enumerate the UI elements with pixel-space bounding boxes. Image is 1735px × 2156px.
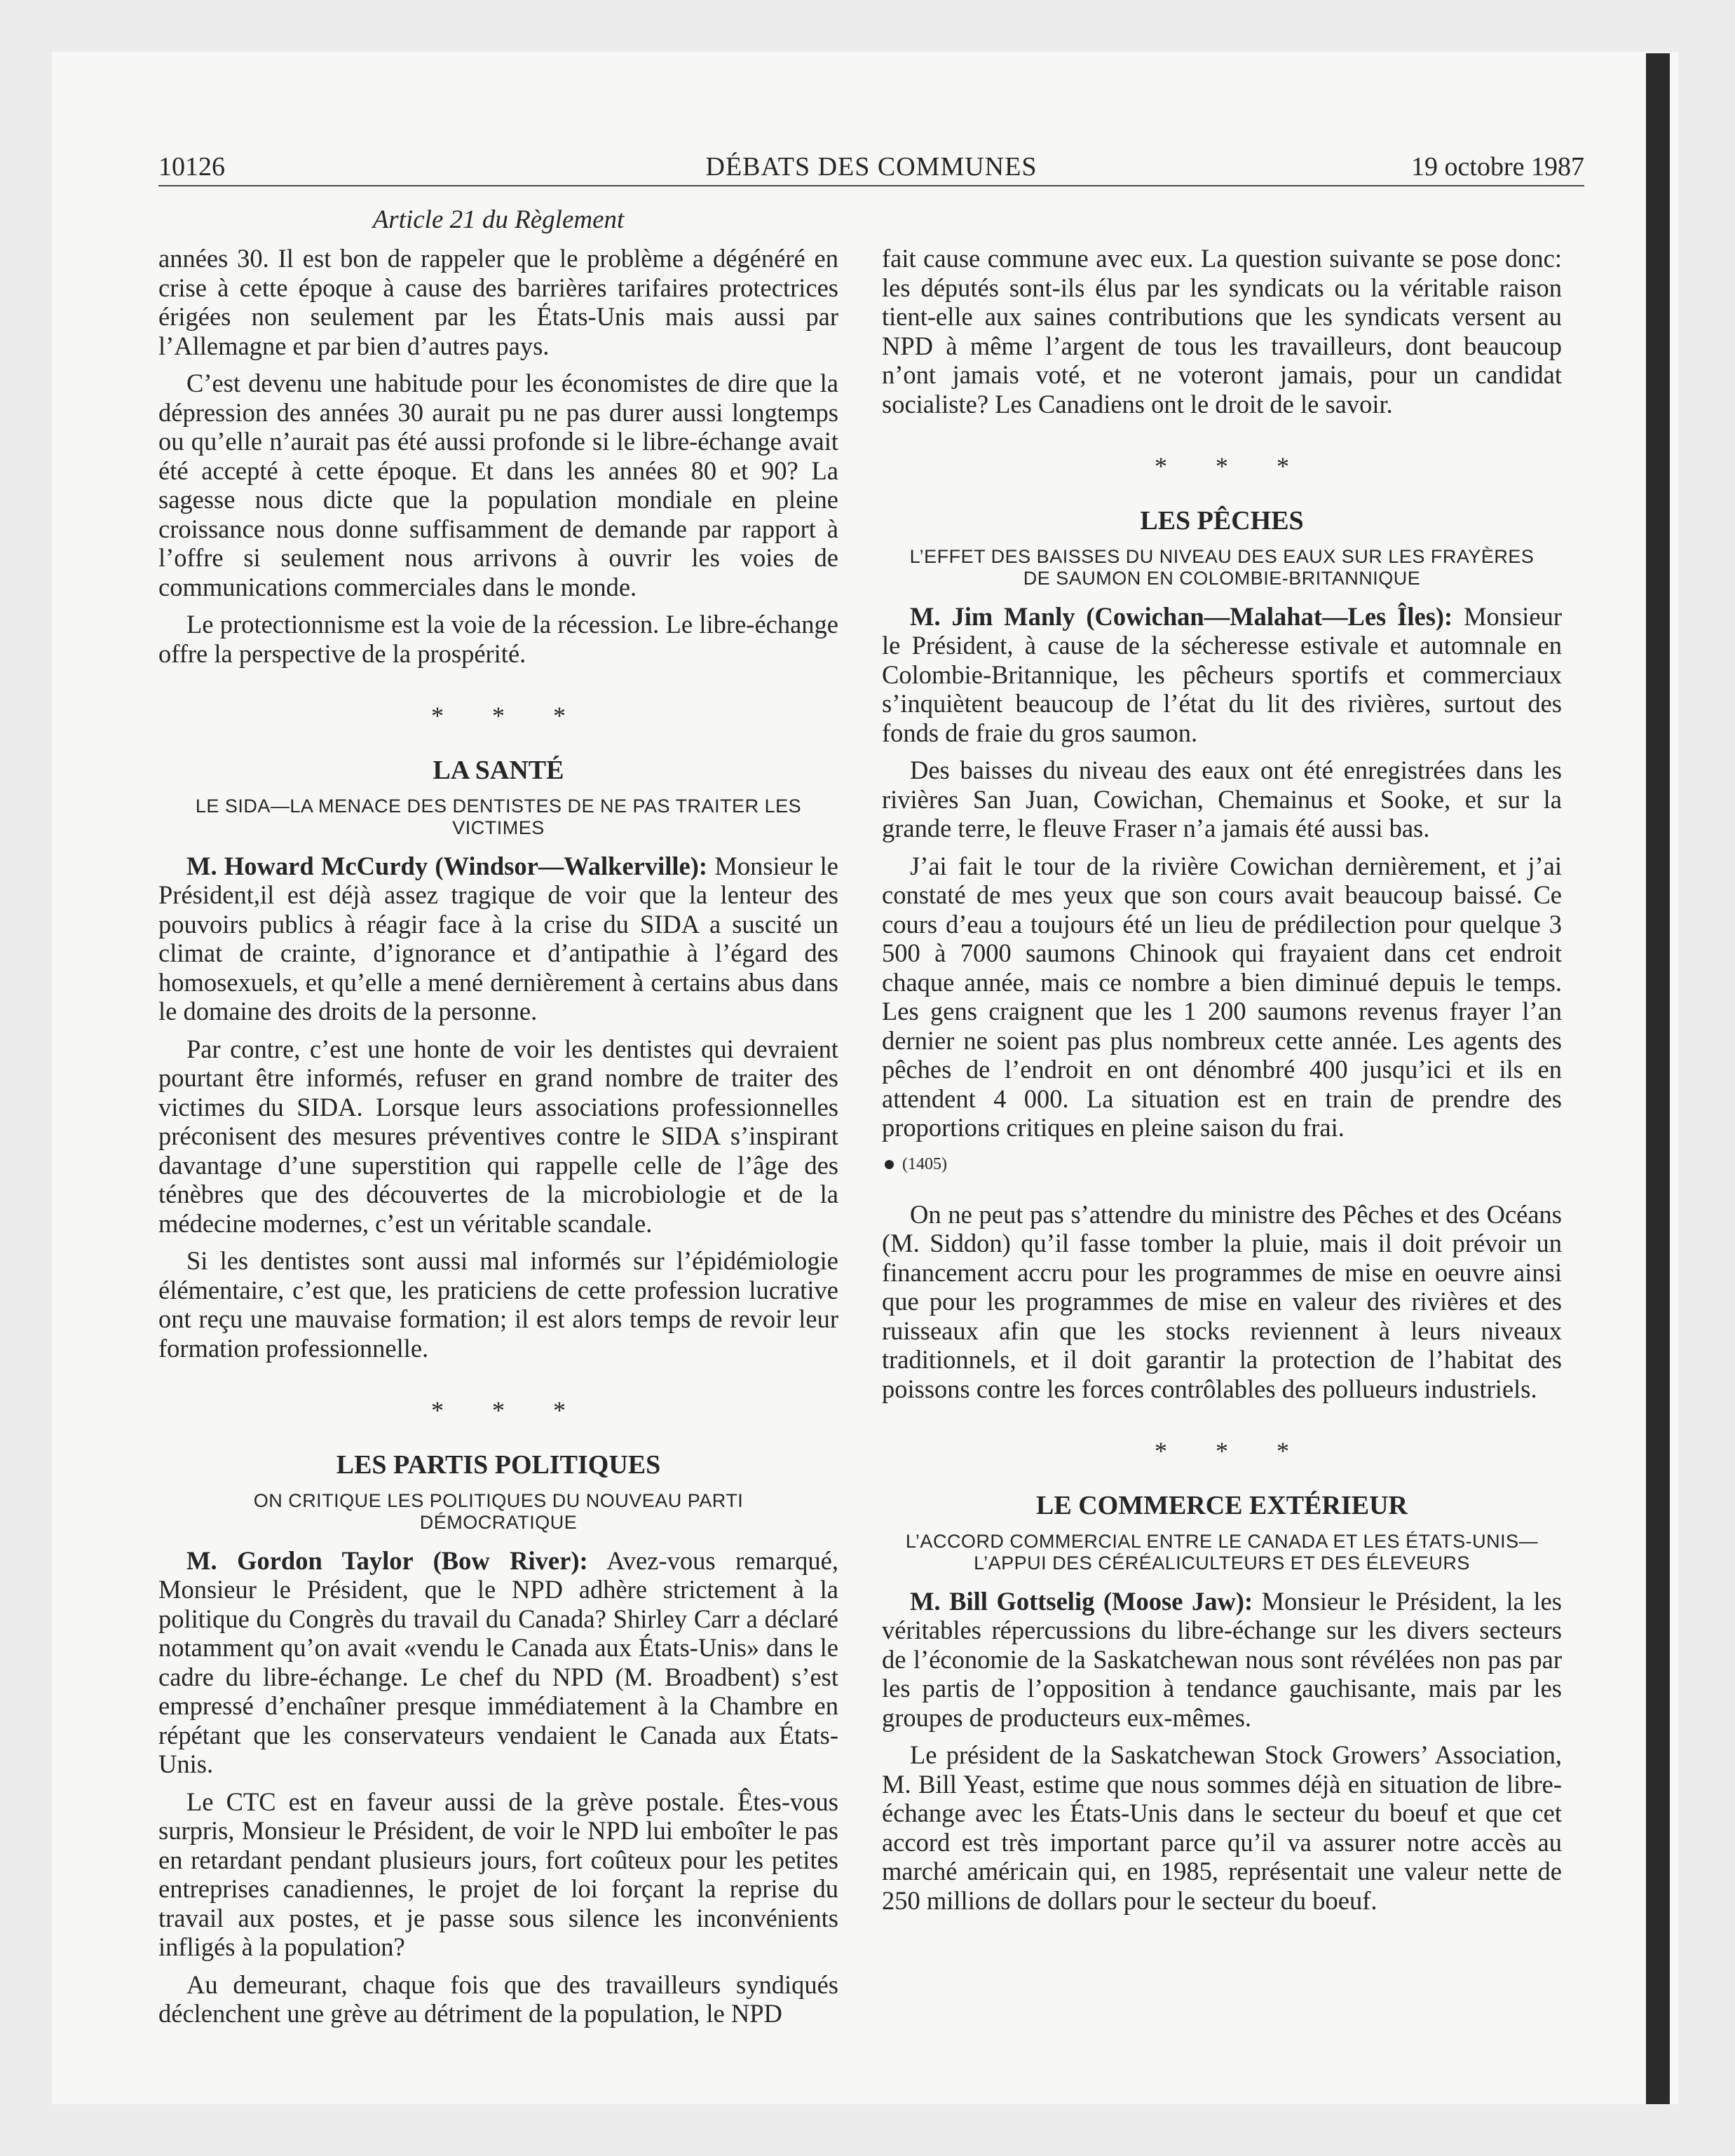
paragraph: J’ai fait le tour de la rivière Cowichan dernièrement, et j’ai constaté de mes yeux que son cours avait beaucoup baissé. Ce cours d’eau a toujours été un lieu de prédilection pour quelque 3 500 à 7000 saumons Chinook qui frayaient dans cet endroit chaque année, mais ce nombre a bien diminué depuis le temps. Les gens craignent que les 1 200 saumons revenus frayer l’an dernier ne soient pas plus nombreux cette année. Les agents des pêches de l’endroit en ont dénombré 400 jusqu’ici et ils en attendent 4 000. La situation est en train de prendre des proportions critiques en pleine saison du frai. [882, 851, 1562, 1142]
publication-title: DÉBATS DES COMMUNES [705, 152, 1037, 182]
scan-edge-bar [1646, 53, 1670, 2104]
paragraph: années 30. Il est bon de rappeler que le problème a dégénéré en crise à cette époque à cause des barrières tarifaires protectrices érigées non seulement par les États-Unis mais aussi par l’Allemagne et par bien d’autres pays. [158, 244, 838, 360]
left-column [158, 244, 838, 2037]
section-subtitle-accord: L’ACCORD COMMERCIAL ENTRE LE CANADA ET LES ÉTATS-UNIS—L’APPUI DES CÉRÉALICULTEURS ET DES ÉLEVEURS [905, 1530, 1539, 1574]
running-header [158, 151, 1584, 186]
time-marker [882, 1154, 1562, 1175]
speech-gottselig [882, 1587, 1562, 1733]
section-title-sante: LA SANTÉ [433, 755, 564, 785]
paragraph: Au demeurant, chaque fois que des travailleurs syndiqués déclenchent une grève au détriment de la population, le NPD [158, 1970, 838, 2028]
paragraph: C’est devenu une habitude pour les économistes de dire que la dépression des années 30 aurait pu ne pas durer aussi longtemps ou qu’elle n’aurait pas été aussi profonde si le libre-échange avait été accepté à cette époque. Et dans les années 80 et 90? La sagesse nous dicte que la population mondiale en pleine croissance nous donne suffisamment de demande par rapport à l’offre si seulement nous arrivons à ouvrir les voies de communications commerciales dans le monde. [158, 369, 838, 601]
speech-text: Avez-vous remarqué, Monsieur le Président, que le NPD adhère strictement à la politique du Congrès du travail du Canada? Shirley Carr a déclaré notamment qu’on avait «vendu le Canada aux États-Unis» dans le cadre du libre-échange. Le chef du NPD (M. Broadbent) s’est empressé d’enchaîner presque immédiatement à la Chambre en répétant que les conservateurs vendaient le Canada aux États-Unis. [158, 1546, 839, 1778]
speaker-name: M. Bill Gottselig (Moose Jaw): [910, 1586, 1253, 1616]
publication-date: 19 octobre 1987 [1411, 152, 1584, 182]
section-subtitle-npd: ON CRITIQUE LES POLITIQUES DU NOUVEAU PARTI DÉMOCRATIQUE [253, 1489, 744, 1533]
right-column [882, 244, 1562, 1923]
section-separator: * * * [431, 1396, 587, 1424]
section-title-peches: LES PÊCHES [1140, 505, 1304, 535]
speech-mccurdy [158, 852, 838, 1026]
paragraph: On ne peut pas s’attendre du ministre des Pêches et des Océans (M. Siddon) qu’il fasse tomber la pluie, mais il doit prévoir un financement accru pour les programmes de mise en oeuvre ainsi que pour les programmes de mise en valeur des rivières et des ruisseaux afin que les stocks reviennent à leurs niveaux traditionnels, et il doit garantir la protection de l’habitat des poissons contre les forces contrôlables des pollueurs industriels. [882, 1199, 1562, 1403]
speech-text: Monsieur le Président, à cause de la sécheresse estivale et automnale en Colombie-Britannique, les pêcheurs sportifs et commerciaux s’inquiètent beaucoup de l’état du lit des rivières, surtout des fonds de fraie du gros saumon. [882, 601, 1563, 747]
speaker-name: M. Jim Manly (Cowichan—Malahat—Les Îles): [910, 601, 1453, 631]
speech-manly [882, 602, 1562, 748]
paragraph: Le président de la Saskatchewan Stock Growers’ Association, M. Bill Yeast, estime que nous sommes déjà en situation de libre-échange avec les États-Unis dans le secteur du boeuf et que cet accord est très important parce qu’il va assurer notre accès au marché américain qui, en 1985, représentait une valeur nette de 250 millions de dollars pour le secteur du boeuf. [882, 1740, 1562, 1915]
time-code: (1405) [902, 1154, 947, 1173]
section-separator: * * * [1155, 452, 1310, 480]
paragraph: Des baisses du niveau des eaux ont été enregistrées dans les rivières San Juan, Cowichan, Chemainus et Sooke, et sur la grande terre, le fleuve Fraser n’a jamais été aussi bas. [882, 756, 1562, 842]
paragraph: Le CTC est en faveur aussi de la grève postale. Êtes-vous surpris, Monsieur le Président, de voir le NPD lui emboîter le pas en retardant pendant plusieurs jours, fort coûteux pour les petites entreprises canadiennes, le projet de loi forçant la reprise du travail aux postes, et je passe sous silence les inconvénients infligés à la population? [158, 1787, 838, 1961]
section-title-commerce: LE COMMERCE EXTÉRIEUR [1036, 1490, 1408, 1520]
section-title-partis: LES PARTIS POLITIQUES [336, 1449, 661, 1480]
speaker-name: M. Howard McCurdy (Windsor—Walkerville): [186, 851, 708, 880]
section-subtitle-sida: LE SIDA—LA MENACE DES DENTISTES DE NE PAS TRAITER LES VICTIMES [195, 795, 802, 838]
section-separator: * * * [431, 702, 587, 730]
paragraph: fait cause commune avec eux. La question suivante se pose donc: les députés sont-ils élus par les syndicats ou la véritable raison tient-elle aux saines contributions que les syndicats versent au NPD à même l’argent de tous les travailleurs, dont beaucoup n’ont jamais voté, et ne voteront jamais, pour un candidat socialiste? Les Canadiens ont le droit de le savoir. [882, 244, 1562, 418]
bullet-icon [885, 1160, 894, 1169]
section-subtitle-frayeres: L’EFFET DES BAISSES DU NIVEAU DES EAUX SUR LES FRAYÈRES DE SAUMON EN COLOMBIE-BRITANNIQUE [909, 545, 1535, 589]
page-number: 10126 [158, 152, 225, 182]
speaker-name: M. Gordon Taylor (Bow River): [186, 1546, 588, 1575]
speech-taylor [158, 1546, 838, 1779]
section-separator: * * * [1155, 1437, 1310, 1465]
rubric: Article 21 du Règlement [372, 205, 625, 234]
paragraph: Si les dentistes sont aussi mal informés sur l’épidémiologie élémentaire, c’est que, les praticiens de cette profession lucrative ont reçu une mauvaise formation; il est alors temps de revoir leur formation professionnelle. [158, 1246, 838, 1363]
paragraph: Par contre, c’est une honte de voir les dentistes qui devraient pourtant être informés, refuser en grand nombre de traiter des victimes du SIDA. Lorsque leurs associations professionnelles préconisent des mesures préventives contre le SIDA s’inspirant davantage d’une superstition qui rappelle celle de l’âge des ténèbres que des découvertes de la microbiologie et de la médecine modernes, c’est un véritable scandale. [158, 1034, 838, 1238]
speech-text: Monsieur le Président, la les véritables répercussions du libre-échange sur les divers secteurs de l’économie de la Saskatchewan nous sont révélées non pas par les partis de l’opposition à tendance gauchisante, mais par les groupes de producteurs eux-mêmes. [882, 1586, 1562, 1732]
speech-text: Monsieur le Président,il est déjà assez tragique de voir que la lenteur des pouvoirs publics à réagir face à la crise du SIDA a suscité un climat de crainte, d’ignorance et d’antipathie à l’égard des homosexuels, et qu’elle a mené dernièrement à certains abus dans le domaine des droits de la personne. [158, 851, 838, 1025]
paragraph: Le protectionnisme est la voie de la récession. Le libre-échange offre la perspective de la prospérité. [158, 610, 838, 668]
